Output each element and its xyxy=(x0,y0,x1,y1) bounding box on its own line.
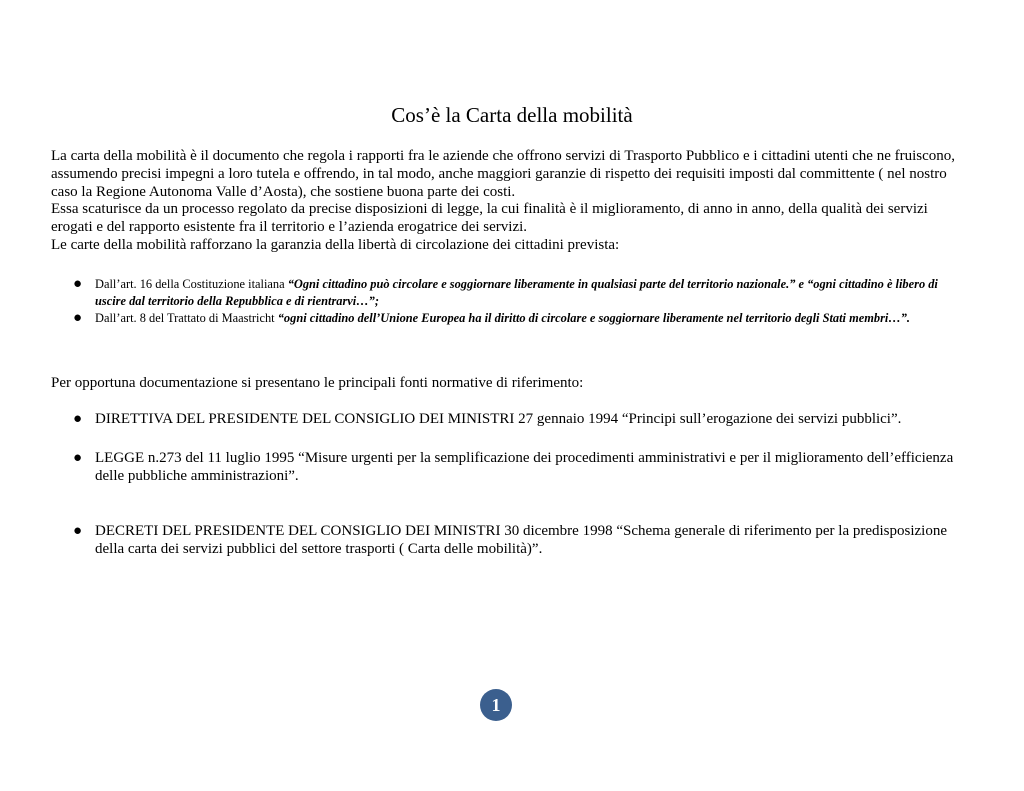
source-text: DIRETTIVA DEL PRESIDENTE DEL CONSIGLIO DEI MINISTRI 27 gennaio 1994 “Principi sull’erogazione dei servizi pubblici”. xyxy=(95,411,902,427)
source-list-item-1 xyxy=(51,410,971,428)
citation-source: Dall’art. 8 del Trattato di Maastricht xyxy=(95,311,278,325)
source-item xyxy=(51,449,971,485)
page-title: Cos’è la Carta della mobilità xyxy=(391,103,633,127)
bullet-icon: ● xyxy=(73,276,83,292)
bullet-icon: ● xyxy=(73,450,83,466)
citation-item xyxy=(51,276,971,309)
intro-paragraph-3: Le carte della mobilità rafforzano la garanzia della libertà di circolazione dei cittadini prevista: xyxy=(51,236,620,253)
intro-paragraph-1: La carta della mobilità è il documento che regola i rapporti fra le aziende che offrono servizi di Trasporto Pubblico e i cittadini utenti che ne fruiscono, assumendo precisi impegni a loro tutela e offrendo, in tal modo, anche maggiori garanzie di rispetto dei requisiti imposti dal committente ( nel nostro caso la Regione Autonoma Valle d’Aosta), che sostiene buona parte dei costi. xyxy=(51,148,956,200)
source-list-item-3 xyxy=(51,522,971,558)
source-item xyxy=(51,522,971,558)
page-number-badge: 1 xyxy=(480,689,512,721)
source-text: LEGGE n.273 del 11 luglio 1995 “Misure urgenti per la semplificazione dei procedimenti amministrativi e per il miglioramento dell’efficienza delle pubbliche amministrazioni”. xyxy=(95,450,954,484)
sources-intro: Per opportuna documentazione si presentano le principali fonti normative di riferimento: xyxy=(51,375,584,391)
bullet-icon: ● xyxy=(73,310,83,326)
citation-source: Dall’art. 16 della Costituzione italiana xyxy=(95,277,288,291)
citation-item xyxy=(51,310,971,327)
source-text: DECRETI DEL PRESIDENTE DEL CONSIGLIO DEI MINISTRI 30 dicembre 1998 “Schema generale di riferimento per la predisposizione della carta dei servizi pubblici del settore trasporti ( Carta delle mobilità)”. xyxy=(95,523,948,557)
source-list-item-2 xyxy=(51,449,971,485)
source-item xyxy=(51,410,971,428)
intro-section xyxy=(51,148,961,255)
intro-paragraph-2: Essa scaturisce da un processo regolato da precise disposizioni di legge, la cui finalità è il miglioramento, di anno in anno, della qualità dei servizi erogati e del rapporto esistente fra il territorio e l’azienda erogatrice dei servizi. xyxy=(51,201,928,236)
citation-quote: “ogni cittadino dell’Unione Europea ha il diritto di circolare e soggiornare liberamente nel territorio degli Stati membri…”. xyxy=(277,311,911,325)
citations-list xyxy=(51,276,971,328)
citation-quote: “Ogni cittadino può circolare e soggiornare liberamente in qualsiasi parte del territorio nazionale.” e “ogni cittadino è libero di uscire dal territorio della Repubblica e di rientrarvi…”; xyxy=(95,277,938,308)
bullet-icon: ● xyxy=(73,523,83,539)
bullet-icon: ● xyxy=(73,411,83,427)
